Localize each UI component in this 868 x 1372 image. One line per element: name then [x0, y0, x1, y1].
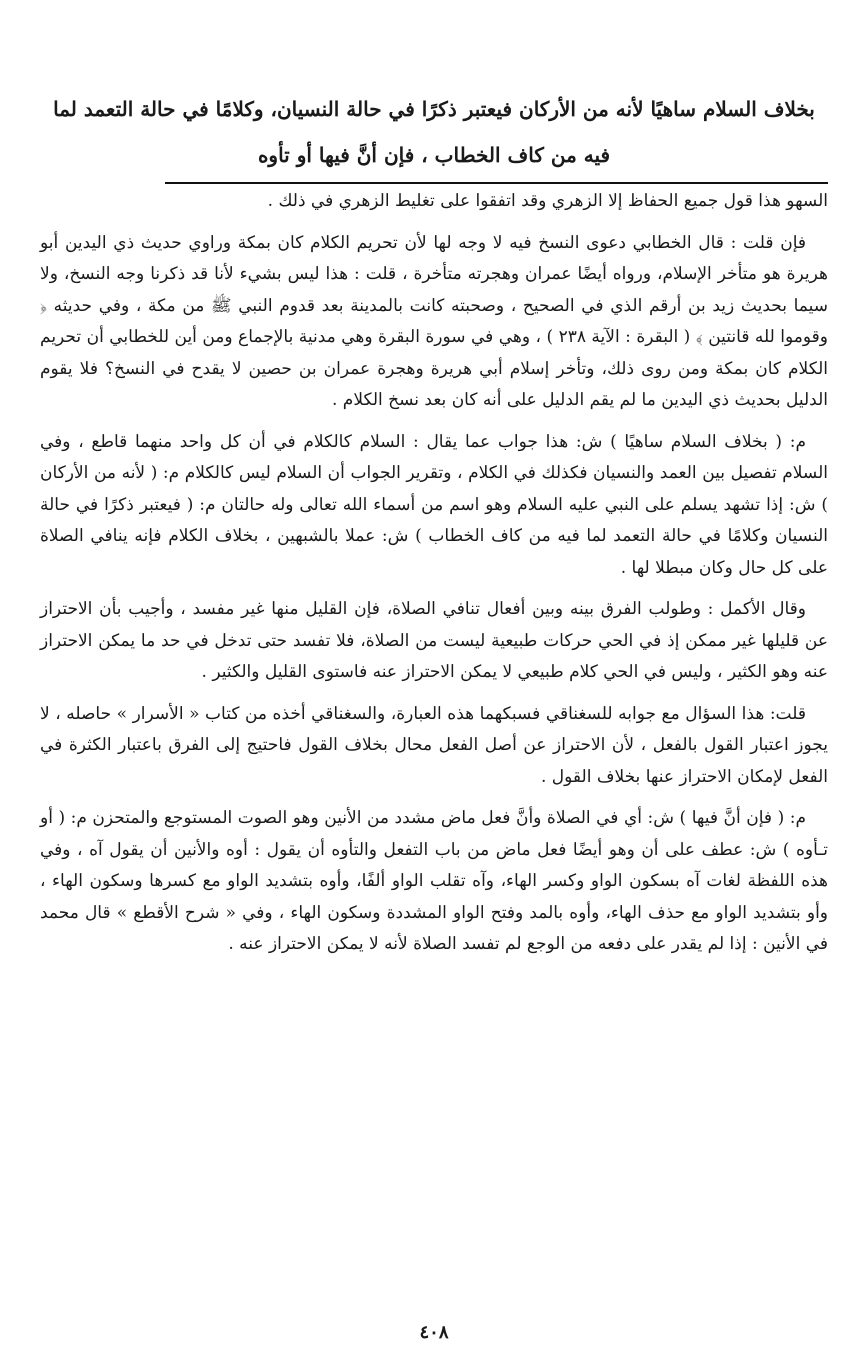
paragraph-sighnaqi: قلت: هذا السؤال مع جوابه للسغناقي فسبكهما هذه العبارة، والسغناقي أخذه من كتاب « الأسرار » حاصله ، لا يجوز اعتبار القول بالفعل ، لأن الاحتراز عن أصل الفعل محال بخلاف القول فاحتيج إلى الفرق باعتبار الكثرة في الفعل لإمكان الاحتراز عنها بخلاف القول .	[40, 703, 828, 787]
paragraph-salam-sahiyan: م: ( بخلاف السلام ساهيًا ) ش: هذا جواب عما يقال : السلام كالكلام في أن كل واحد منهما قاطع ، وفي السلام تفصيل بين العمد والنسيان فكذلك في الكلام ، وتقرير الجواب أن السلام ليس كالكلام م: ( لأنه من الأركان ) ش: إذا تشهد يسلم على النبي عليه السلام وهو اسم من أسماء الله تعالى وله حالتان م: ( فيعتبر ذكرًا في حالة النسيان وكلامًا في حالة التعمد لما فيه من كاف الخطاب ) ش: عملا بالشبهين ، بخلاف الكلام فإنه ينافي الصلاة على كل حال وكان مبطلا لها .	[40, 431, 828, 578]
paragraph-continuation: السهو هذا قول جميع الحفاظ إلا الزهري وقد اتفقوا على تغليط الزهري في ذلك .	[267, 191, 828, 211]
page-number: ٤٠٨	[419, 1322, 449, 1343]
paragraph-khattabi-objection: فإن قلت : قال الخطابي دعوى النسخ فيه لا وجه لها لأن تحريم الكلام كان بمكة وراوي حديث ذي اليدين أبو هريرة هو متأخر الإسلام، ورواه أيضًا عمران وهجرته متأخرة ، قلت : هذا ليس بشيء لأنا قد ذكرنا وجه النسخ، ولا سيما بحديث زيد بن أرقم الذي في الصحيح ، وصحبته كانت بالمدينة بعد قدوم النبي ﷺ من مكة ، وفي حديثه ﴿ وقوموا لله قانتين ﴾ ( البقرة : الآية ٢٣٨ ) ، وهي في سورة البقرة وهي مدنية بالإجماع ومن أين للخطابي أن تحريم الكلام كان بمكة ومن روى ذلك، وتأخر إسلام أبي هريرة وهجرة عمران بن حصين لا يقدح في النسخ؟ فلا يقوم الدليل بحديث ذي اليدين ما لم يقم الدليل على أنه كان بعد نسخ الكلام .	[40, 232, 829, 410]
matn-text: بخلاف السلام ساهيًا لأنه من الأركان فيعتبر ذكرًا في حالة النسيان، وكلامًا في حالة التعمد لما فيه من كاف الخطاب ، فإن أنَّ فيها أو تأوه	[53, 97, 815, 167]
sharh-commentary	[40, 186, 828, 971]
paragraph-anin-taawwuh: م: ( فإن أنَّ فيها ) ش: أي في الصلاة وأنَّ فعل ماض مشدد من الأنين وهو الصوت المستوجع والمتحزن م: ( أو تـأوه ) ش: عطف على أن وهو أيضًا فعل ماض من باب التفعل والتأوه أن يقول : أوه والأنين أن يقول آه ، وفي هذه اللفظة لغات آه بسكون الواو وكسر الهاء، وآه تقلب الواو ألفًا، وأوه بتشديد الواو مع كسرها وسكون الهاء ، وأو بتشديد الواو مع حذف الهاء، وأوه بالمد وفتح الواو المشددة وسكون الهاء ، وفي « شرح الأقطع » قال محمد في الأنين : إذا لم يقدر على دفعه من الوجع لم تفسد الصلاة لأنه لا يمكن الاحتراز عنه .	[40, 808, 828, 954]
matn-divider-rule	[165, 182, 828, 184]
paragraph-akmal: وقال الأكمل : وطولب الفرق بينه وبين أفعال تنافي الصلاة، فإن القليل منها غير مفسد ، وأجيب بأن الاحتراز عن قليلها غير ممكن إذ في الحي حركات طبيعية ليست من الصلاة، فلا تفسد حتى تدخل في حد ما يمكن الاحتراز عنه وهو الكثير ، وليس في الحي كلام طبيعي لا يمكن الاحتراز عنه فاستوى القليل والكثير .	[40, 599, 828, 682]
